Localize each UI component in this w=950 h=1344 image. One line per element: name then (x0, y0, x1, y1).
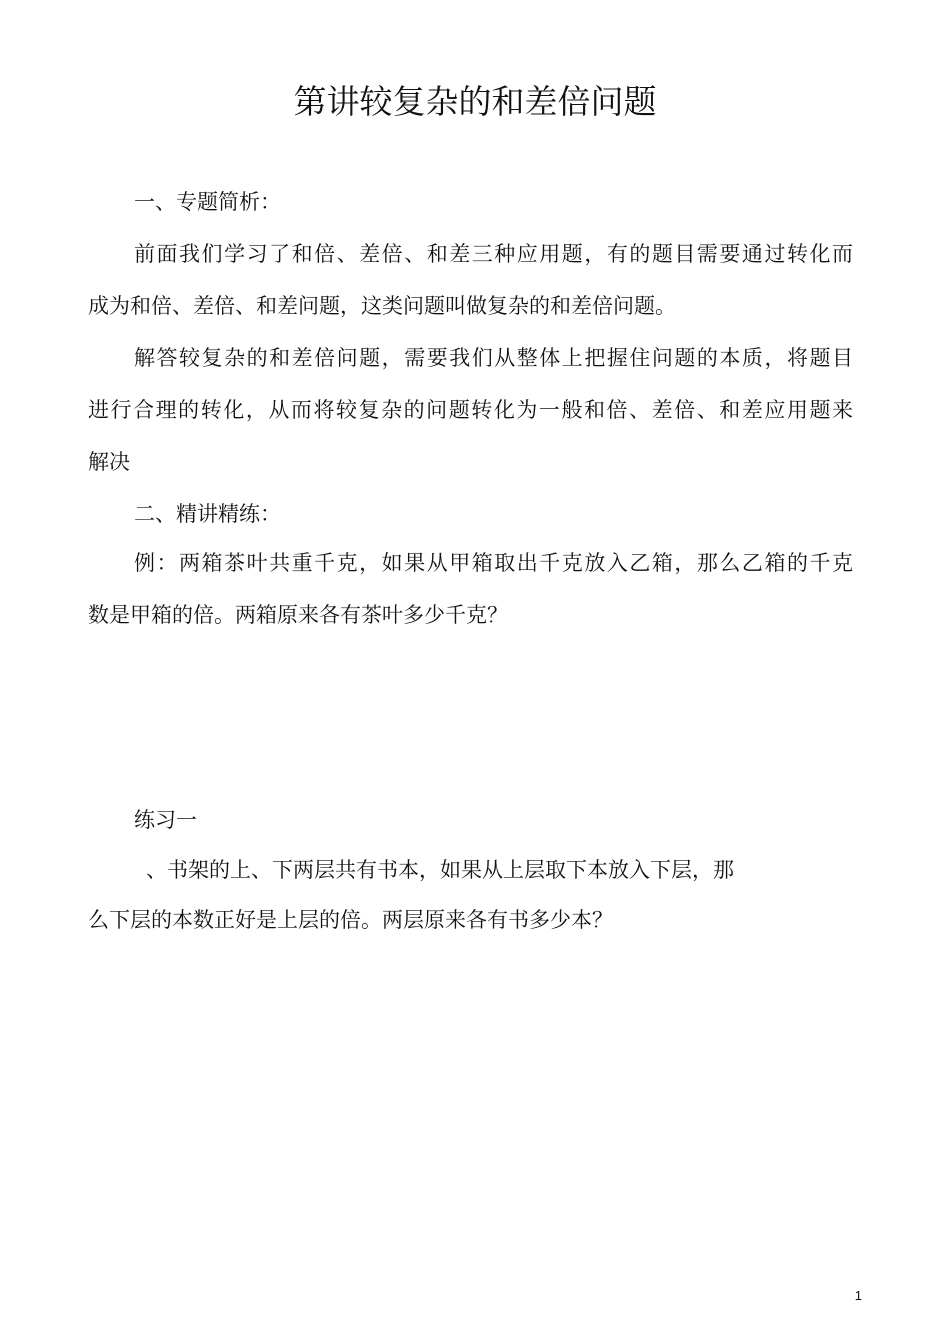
example-line-2: 数是甲箱的倍。两箱原来各有茶叶多少千克？ (88, 603, 508, 627)
section-heading-practice: 二、精讲精练： (134, 502, 281, 526)
method-paragraph-line-3: 解决 (88, 450, 130, 474)
exercise-line-1: 、书架的上、下两层共有书本，如果从上层取下本放入下层，那 (146, 858, 734, 882)
method-paragraph-line-2: 进行合理的转化，从而将较复杂的问题转化为一般和倍、差倍、和差应用题来 (88, 398, 853, 422)
exercise-heading: 练习一 (134, 808, 197, 832)
exercise-line-2: 么下层的本数正好是上层的倍。两层原来各有书多少本？ (88, 908, 613, 932)
intro-paragraph-line-2: 成为和倍、差倍、和差问题，这类问题叫做复杂的和差倍问题。 (88, 294, 676, 318)
example-line-1: 例：两箱茶叶共重千克，如果从甲箱取出千克放入乙箱，那么乙箱的千克 (134, 551, 853, 575)
page-number: 1 (854, 1288, 862, 1303)
section-heading-analysis: 一、专题简析： (134, 190, 281, 214)
method-paragraph-line-1: 解答较复杂的和差倍问题，需要我们从整体上把握住问题的本质，将题目 (134, 346, 853, 370)
intro-paragraph-line-1: 前面我们学习了和倍、差倍、和差三种应用题，有的题目需要通过转化而 (134, 242, 853, 266)
page-title: 第讲较复杂的和差倍问题 (293, 82, 657, 121)
